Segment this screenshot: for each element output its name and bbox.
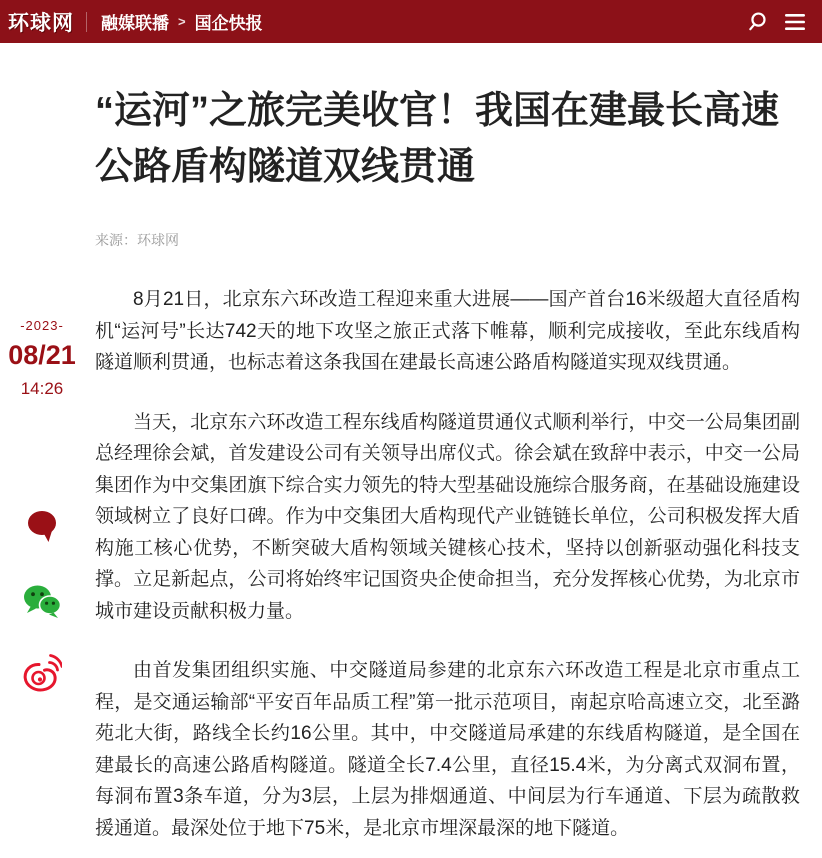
article-date-monthday: 08/21 [8, 340, 76, 370]
article-date-time: 14:26 [20, 379, 64, 398]
article-source: 来源：环球网 [95, 232, 179, 248]
article-paragraph: 8月21日，北京东六环改造工程迎来重大进展——国产首台16米级超大直径盾构机“运河号”长达742天的地下攻坚之旅正式落下帷幕，顺利完成接收，至此东线盾构隧道顺利贯通，也标志着这条我国在建最长高速公路盾构隧道实现双线贯通。 [95, 289, 800, 373]
header-actions [746, 10, 806, 33]
menu-icon[interactable] [784, 12, 806, 32]
site-logo[interactable]: 环球网 [8, 11, 74, 35]
article-paragraph: 当天，北京东六环改造工程东线盾构隧道贯通仪式顺利举行，中交一公局集团副总经理徐会斌，首发建设公司有关领导出席仪式。徐会斌在致辞中表示，中交一公局集团作为中交集团旗下综合实力领先的特大型基础设施综合服务商，在基础设施建设领域树立了良好口碑。作为中交集团大盾构现代产业链链长单位，公司积极发挥大盾构施工核心优势，不断突破大盾构领域关键核心技术，坚持以创新驱动强化科技支撑。立足新起点，公司将始终牢记国资央企使命担当，充分发挥核心优势，为北京市城市建设贡献积极力量。 [95, 411, 800, 622]
breadcrumb [101, 9, 263, 34]
article-meta-rail [0, 318, 84, 695]
header-divider [86, 12, 87, 32]
comment-bubble-icon[interactable] [26, 509, 58, 546]
article-body [95, 284, 800, 844]
breadcrumb-page[interactable]: 国企快报 [194, 14, 263, 33]
site-header [0, 0, 822, 43]
breadcrumb-section[interactable]: 融媒联播 [101, 14, 169, 33]
article-date-year: -2023- [20, 318, 64, 333]
wechat-icon[interactable] [23, 584, 61, 624]
breadcrumb-separator: > [178, 14, 186, 29]
search-icon[interactable] [746, 10, 769, 33]
article-paragraph: 由首发集团组织实施、中交隧道局参建的北京东六环改造工程是北京市重点工程，是交通运输部“平安百年品质工程”第一批示范项目，南起京哈高速立交，北至潞苑北大街，路线全长约16公里。其中，中交隧道局承建的东线盾构隧道，是全国在建最长的高速公路盾构隧道。隧道全长7.4公里，直径15.4米，为分离式双洞布置，每洞布置3条车道，分为3层，上层为排烟通道、中间层为行车通道、下层为疏散救援通道。最深处位于地下75米，是北京市埋深最深的地下隧道。 [95, 660, 800, 839]
article-page [0, 83, 822, 844]
weibo-icon[interactable] [22, 652, 62, 695]
article-title: “运河”之旅完美收官！我国在建最长高速公路盾构隧道双线贯通 [95, 90, 780, 188]
